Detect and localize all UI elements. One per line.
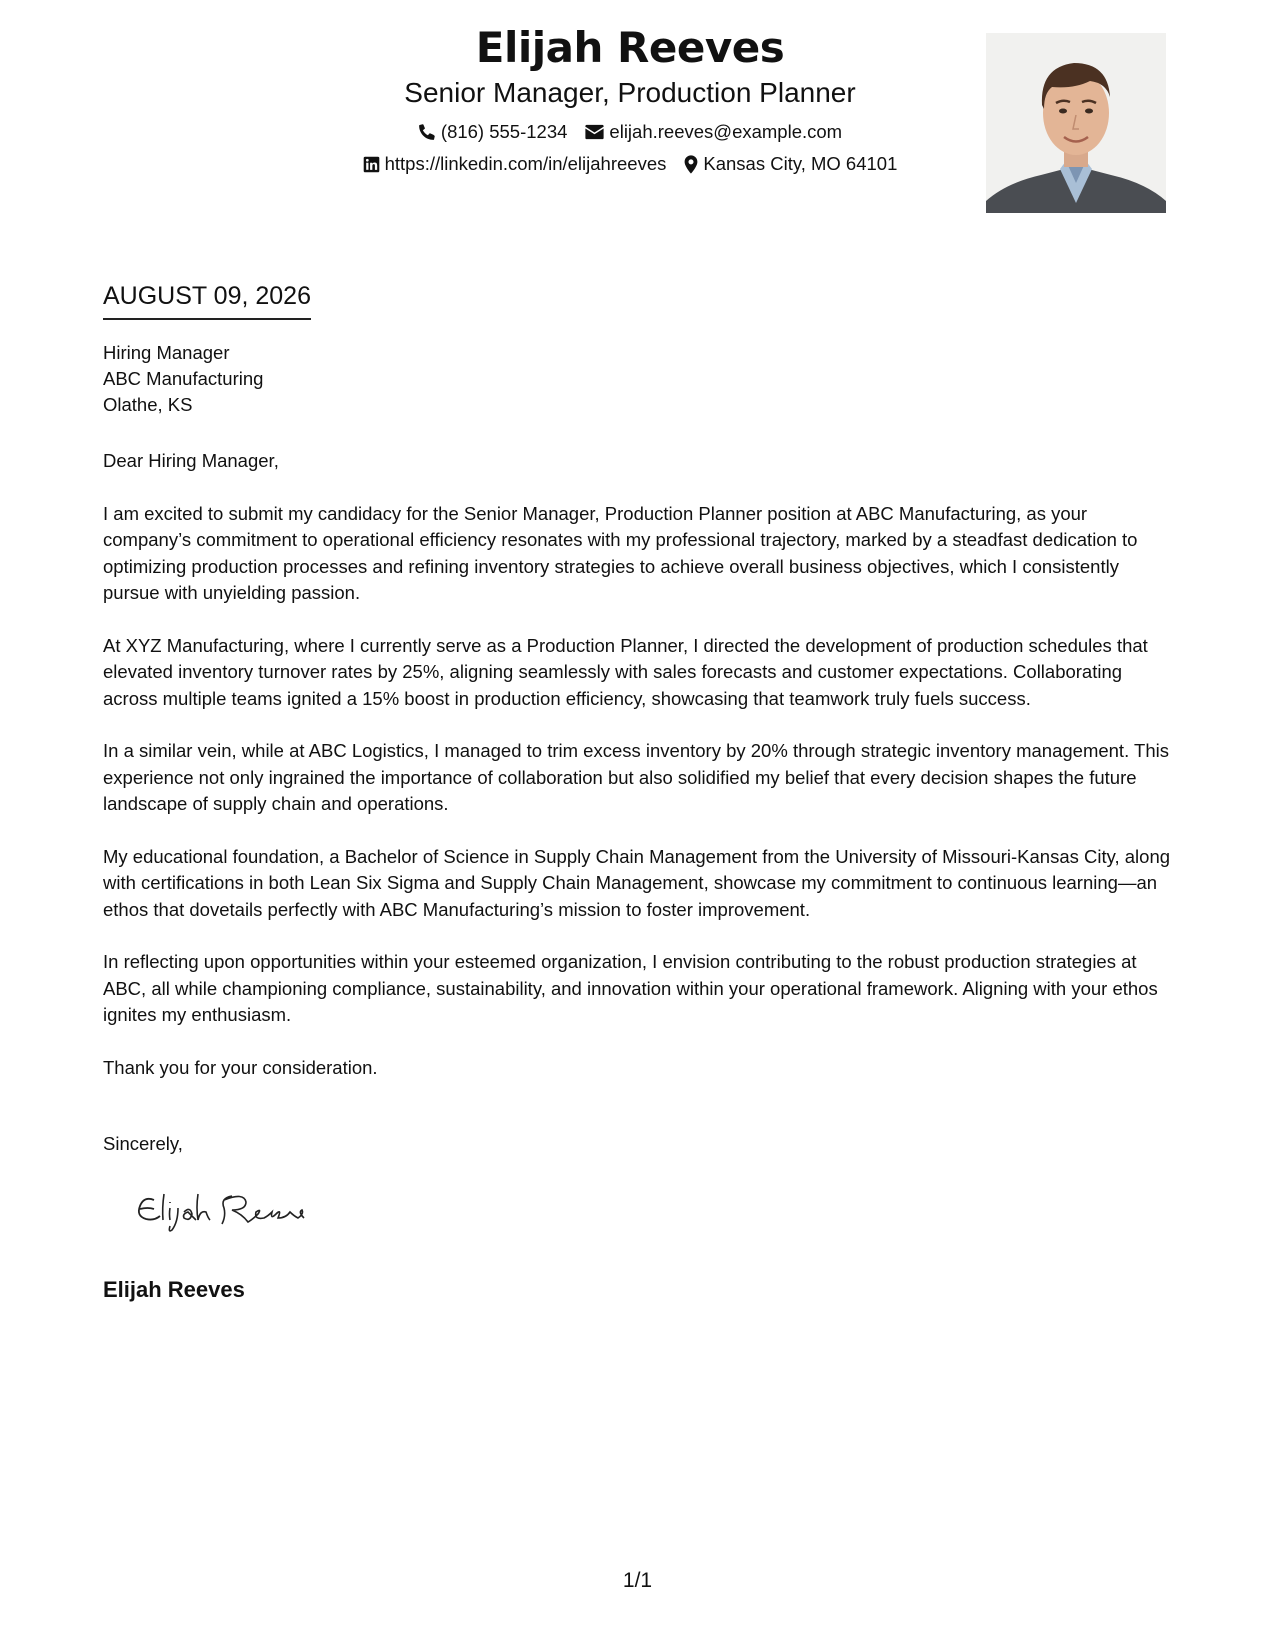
phone-contact xyxy=(418,120,568,144)
letter-body xyxy=(103,448,1171,1107)
body-paragraph: My educational foundation, a Bachelor of Science in Supply Chain Management from the University of Missouri-Kansas City, along with certifications in both Lean Six Sigma and Supply Chain Management, showcase my commitment to continuous learning—an ethos that dovetails perfectly with ABC Manufacturing’s mission to foster improvement. xyxy=(103,845,1171,920)
recipient-block xyxy=(103,340,263,418)
body-paragraph: In a similar vein, while at ABC Logistics, I managed to trim excess inventory by 20% through strategic inventory management. This experience not only ingrained the importance of collaboration but also solidified my belief that every decision shapes the future landscape of supply chain and operations. xyxy=(103,740,1169,814)
handwritten-signature xyxy=(132,1186,332,1236)
letter-header xyxy=(300,22,960,176)
location-text: Kansas City, MO 64101 xyxy=(703,153,898,174)
body-paragraph: In reflecting upon opportunities within your esteemed organization, I envision contributing to the robust production strategies at ABC, all while championing compliance, sustainability, and innovation within your operational framework. Aligning with your ethos ignites my enthusiasm. xyxy=(103,951,1158,1025)
profile-photo xyxy=(986,33,1166,213)
phone-text: (816) 555-1234 xyxy=(440,121,568,142)
body-paragraph: I am excited to submit my candidacy for the Senior Manager, Production Planner position at ABC Manufacturing, as your company’s commitment to operational efficiency resonates with my professional trajectory, marked by a steadfast dedication to optimizing production processes and refining inventory strategies to achieve overall business objectives, which I consistently pursue with unyielding passion. xyxy=(103,502,1138,603)
contact-row-2 xyxy=(300,152,960,176)
applicant-title: Senior Manager, Production Planner xyxy=(404,77,856,108)
recipient-line: ABC Manufacturing xyxy=(103,368,264,389)
recipient-line: Olathe, KS xyxy=(103,394,193,415)
signer-name: Elijah Reeves xyxy=(103,1277,245,1302)
location-contact xyxy=(684,152,897,176)
envelope-icon xyxy=(585,124,604,140)
salutation: Dear Hiring Manager, xyxy=(103,450,279,471)
map-pin-icon xyxy=(684,155,698,174)
linkedin-contact xyxy=(363,152,667,176)
email-text: elijah.reeves@example.com xyxy=(609,121,843,142)
phone-icon xyxy=(418,123,436,141)
recipient-line: Hiring Manager xyxy=(103,342,230,363)
applicant-name: Elijah Reeves xyxy=(475,23,785,72)
closing: Sincerely, xyxy=(103,1133,183,1154)
linkedin-text: https://linkedin.com/in/elijahreeves xyxy=(384,153,667,174)
email-contact xyxy=(585,120,842,144)
page-number: 1/1 xyxy=(622,1569,653,1592)
contact-row-1 xyxy=(300,120,960,144)
body-paragraph: At XYZ Manufacturing, where I currently serve as a Production Planner, I directed the development of production schedules that elevated inventory turnover rates by 25%, aligning seamlessly with sales forecasts and customer expectations. Collaborating across multiple teams ignited a 15% boost in production efficiency, showcasing that teamwork truly fuels success. xyxy=(103,634,1148,709)
body-paragraph: Thank you for your consideration. xyxy=(103,1056,378,1078)
letter-date: AUGUST 09, 2026 xyxy=(103,280,311,320)
linkedin-icon xyxy=(363,156,380,173)
